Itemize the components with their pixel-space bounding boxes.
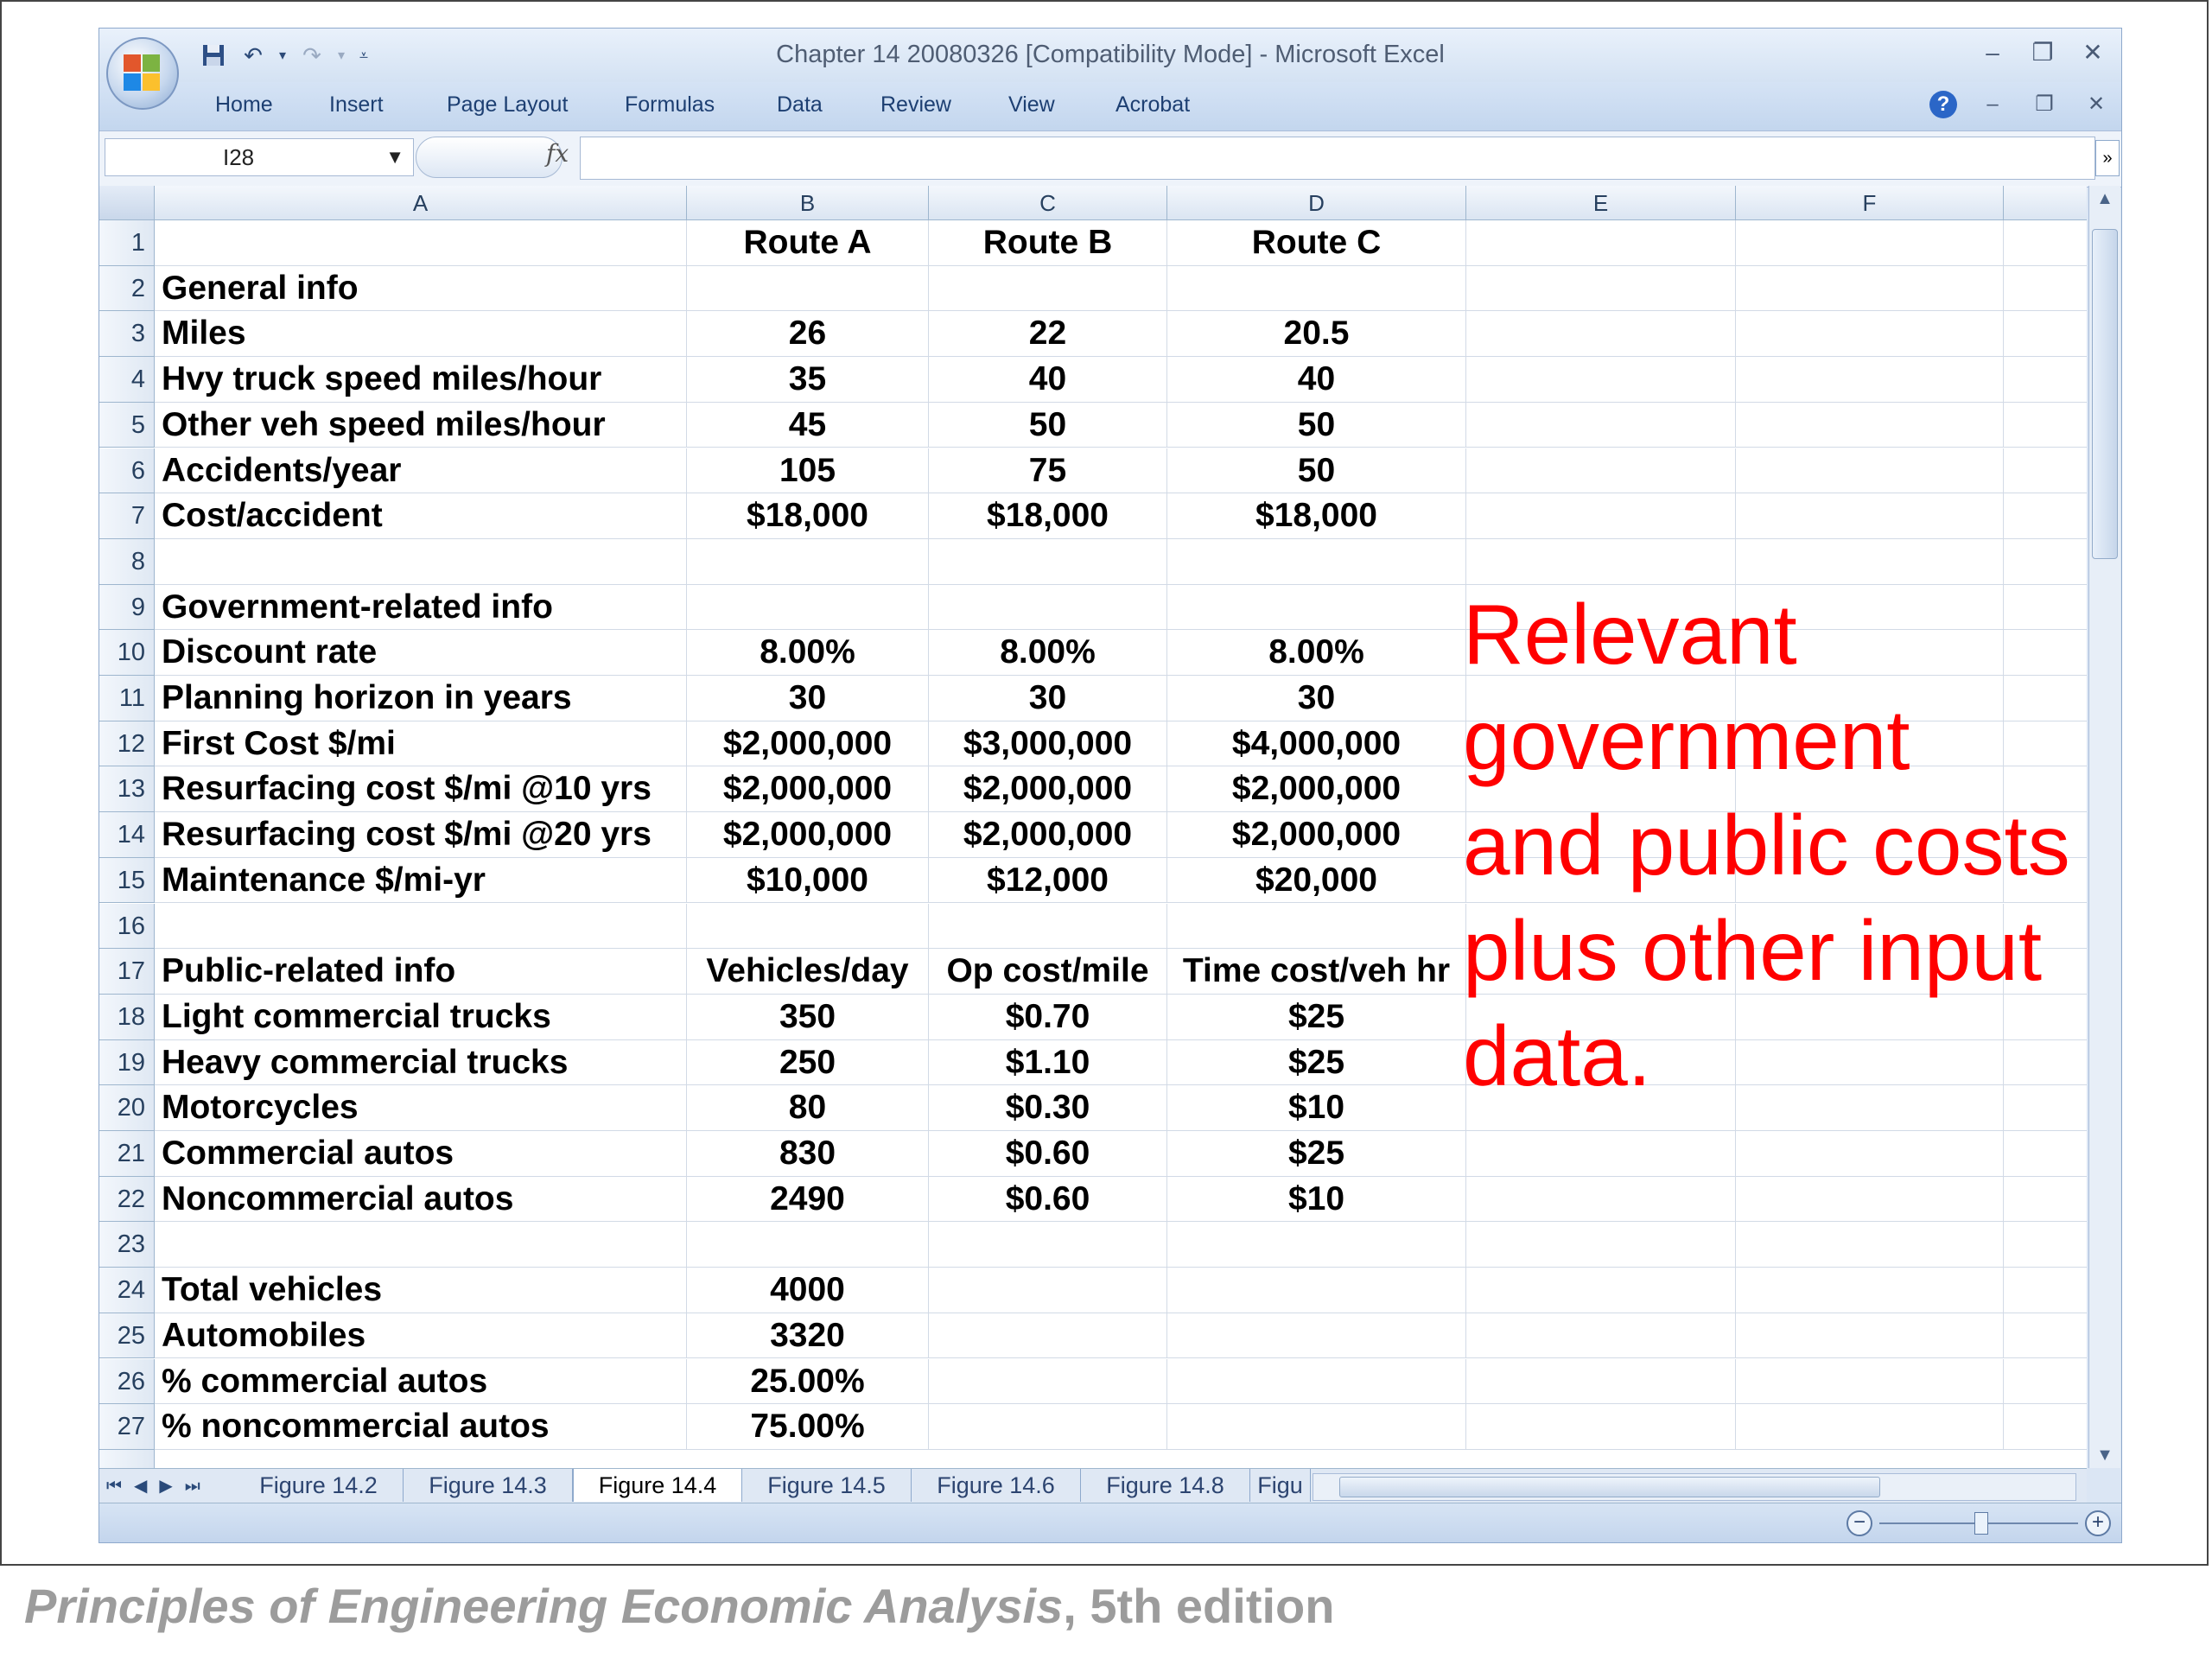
cell-d[interactable]: $25 — [1167, 1131, 1466, 1177]
cell-b[interactable]: $2,000,000 — [687, 721, 929, 767]
tab-review[interactable]: Review — [880, 92, 951, 117]
cell-c[interactable] — [929, 1404, 1167, 1450]
row-header[interactable]: 14 — [99, 812, 155, 858]
cell-b[interactable] — [687, 904, 929, 950]
cell-d[interactable] — [1167, 1222, 1466, 1268]
cell-b[interactable]: $2,000,000 — [687, 766, 929, 812]
cell-a[interactable] — [155, 539, 687, 585]
sheet-tab[interactable]: Figure 14.2 — [234, 1469, 404, 1502]
tab-home[interactable]: Home — [215, 92, 273, 117]
cell-b[interactable]: $2,000,000 — [687, 812, 929, 858]
formula-bar — [99, 130, 2121, 188]
cell-b[interactable]: Route A — [687, 220, 929, 266]
cell-c[interactable]: $2,000,000 — [929, 766, 1167, 812]
cell-b[interactable]: 105 — [687, 448, 929, 494]
cell-f[interactable] — [1736, 1131, 2004, 1177]
cell-e[interactable] — [1466, 1222, 1736, 1268]
horizontal-scroll-thumb[interactable] — [1339, 1477, 1880, 1497]
cell-g[interactable] — [2004, 357, 2087, 403]
sheet-tab[interactable]: Figure 14.6 — [912, 1469, 1081, 1502]
cell-g[interactable] — [2004, 493, 2087, 539]
cell-d[interactable]: $10 — [1167, 1085, 1466, 1131]
name-box-dropdown-icon[interactable]: ▼ — [385, 146, 404, 168]
row-header[interactable]: 25 — [99, 1313, 155, 1359]
cell-a[interactable]: Cost/accident — [155, 493, 687, 539]
footer-caption — [24, 1578, 1334, 1634]
tab-page-layout[interactable]: Page Layout — [447, 92, 569, 117]
cell-b[interactable]: 350 — [687, 995, 929, 1040]
cell-g[interactable] — [2004, 266, 2087, 312]
name-box-value: I28 — [223, 144, 255, 170]
cell-c[interactable] — [929, 266, 1167, 312]
cell-c[interactable]: Op cost/mile — [929, 949, 1167, 995]
cell-d[interactable]: 50 — [1167, 403, 1466, 448]
cell-a[interactable]: Commercial autos — [155, 1131, 687, 1177]
cell-f[interactable] — [1736, 266, 2004, 312]
row-header[interactable]: 12 — [99, 721, 155, 767]
row-header[interactable]: 4 — [99, 357, 155, 403]
cell-f[interactable] — [1736, 311, 2004, 357]
cell-d[interactable]: $25 — [1167, 1040, 1466, 1086]
cell-c[interactable]: $0.60 — [929, 1131, 1167, 1177]
cell-c[interactable]: 50 — [929, 403, 1167, 448]
cell-f[interactable] — [1736, 1177, 2004, 1223]
select-all-button[interactable] — [99, 186, 155, 220]
cell-f[interactable] — [1736, 448, 2004, 494]
vertical-scroll-thumb[interactable] — [2092, 229, 2118, 559]
cell-c[interactable] — [929, 585, 1167, 631]
cell-e[interactable] — [1466, 311, 1736, 357]
close-icon[interactable]: ✕ — [2082, 39, 2103, 66]
cell-b[interactable]: Vehicles/day — [687, 949, 929, 995]
next-sheet-icon[interactable]: ▶ — [159, 1477, 173, 1496]
cell-e[interactable] — [1466, 266, 1736, 312]
sheet-tab-active[interactable]: Figure 14.4 — [573, 1469, 742, 1502]
cell-c[interactable]: 40 — [929, 357, 1167, 403]
cell-d[interactable] — [1167, 1268, 1466, 1313]
row-header[interactable] — [99, 1450, 155, 1468]
workbook-minimize-icon[interactable]: – — [1986, 92, 1999, 116]
table-row — [155, 357, 2087, 403]
cell-d[interactable]: $2,000,000 — [1167, 766, 1466, 812]
cell-a[interactable]: Accidents/year — [155, 448, 687, 494]
cell-c[interactable]: 8.00% — [929, 630, 1167, 676]
cell-c[interactable]: 22 — [929, 311, 1167, 357]
row-header[interactable]: 5 — [99, 403, 155, 448]
cell-b[interactable]: 4000 — [687, 1268, 929, 1313]
annotation-text — [1463, 582, 2085, 1109]
cell-f[interactable] — [1736, 1404, 2004, 1450]
cell-f[interactable] — [1736, 493, 2004, 539]
cell-b[interactable]: 75.00% — [687, 1404, 929, 1450]
cell-a[interactable]: Hvy truck speed miles/hour — [155, 357, 687, 403]
expand-formula-bar-icon[interactable]: » — [2095, 140, 2120, 176]
cell-d[interactable] — [1167, 1404, 1466, 1450]
row-header[interactable]: 21 — [99, 1131, 155, 1177]
cell-e[interactable] — [1466, 403, 1736, 448]
column-header-g[interactable] — [2004, 186, 2087, 220]
cell-c[interactable]: 30 — [929, 676, 1167, 721]
cell-e[interactable] — [1466, 1131, 1736, 1177]
table-row — [155, 266, 2087, 312]
cell-b[interactable]: 26 — [687, 311, 929, 357]
cell-f[interactable] — [1736, 1313, 2004, 1359]
cell-b[interactable] — [687, 539, 929, 585]
tab-data[interactable]: Data — [777, 92, 823, 117]
redo-dropdown-icon[interactable]: ▾ — [337, 48, 346, 63]
cell-e[interactable] — [1466, 357, 1736, 403]
cell-f[interactable] — [1736, 1359, 2004, 1405]
cell-g[interactable] — [2004, 1404, 2087, 1450]
row-header[interactable]: 8 — [99, 539, 155, 585]
table-row — [155, 1404, 2087, 1450]
cell-d[interactable]: 20.5 — [1167, 311, 1466, 357]
row-header[interactable]: 18 — [99, 995, 155, 1040]
table-row — [155, 448, 2087, 494]
cell-a[interactable] — [155, 1222, 687, 1268]
cell-e[interactable] — [1466, 1359, 1736, 1405]
cell-a[interactable] — [155, 220, 687, 266]
cell-b[interactable]: 8.00% — [687, 630, 929, 676]
cell-c[interactable] — [929, 1222, 1167, 1268]
zoom-in-icon[interactable]: + — [2085, 1510, 2111, 1536]
sheet-tab[interactable]: Figure 14.3 — [404, 1469, 573, 1502]
row-header[interactable]: 10 — [99, 630, 155, 676]
row-header[interactable]: 24 — [99, 1268, 155, 1313]
table-row — [155, 493, 2087, 539]
window-controls — [1976, 35, 2109, 70]
last-sheet-icon[interactable]: ⏭ — [184, 1477, 200, 1496]
cell-c[interactable] — [929, 1268, 1167, 1313]
row-header[interactable]: 17 — [99, 949, 155, 995]
cell-d[interactable] — [1167, 585, 1466, 631]
row-header[interactable]: 22 — [99, 1177, 155, 1223]
scroll-down-icon[interactable]: ▼ — [2096, 1446, 2113, 1465]
zoom-out-icon[interactable]: − — [1847, 1510, 1872, 1536]
excel-window — [99, 28, 2122, 1543]
column-header-b[interactable]: B — [687, 186, 929, 220]
cell-a[interactable]: Other veh speed miles/hour — [155, 403, 687, 448]
table-row — [155, 220, 2087, 266]
cell-c[interactable]: Route B — [929, 220, 1167, 266]
cell-e[interactable] — [1466, 493, 1736, 539]
row-header[interactable]: 26 — [99, 1359, 155, 1405]
cell-a[interactable]: % noncommercial autos — [155, 1404, 687, 1450]
cell-b[interactable]: 45 — [687, 403, 929, 448]
cell-c[interactable]: $12,000 — [929, 858, 1167, 904]
sheet-tab[interactable]: Figure 14.8 — [1081, 1469, 1250, 1502]
cell-b[interactable]: $18,000 — [687, 493, 929, 539]
row-header[interactable]: 20 — [99, 1085, 155, 1131]
cell-d[interactable]: 8.00% — [1167, 630, 1466, 676]
cell-g[interactable] — [2004, 448, 2087, 494]
cell-d[interactable]: Time cost/veh hr — [1167, 949, 1466, 995]
column-header-d[interactable]: D — [1167, 186, 1466, 220]
cell-c[interactable] — [929, 539, 1167, 585]
cell-g[interactable] — [2004, 1268, 2087, 1313]
table-row — [155, 1222, 2087, 1268]
undo-dropdown-icon[interactable]: ▾ — [278, 48, 287, 63]
cell-d[interactable]: 30 — [1167, 676, 1466, 721]
cell-c[interactable]: 75 — [929, 448, 1167, 494]
row-header[interactable]: 3 — [99, 311, 155, 357]
cell-f[interactable] — [1736, 539, 2004, 585]
annotation-line: and public costs — [1463, 798, 2070, 893]
row-header[interactable]: 13 — [99, 766, 155, 812]
office-logo-icon — [124, 54, 162, 92]
cell-d[interactable]: $25 — [1167, 995, 1466, 1040]
workbook-close-icon[interactable]: ✕ — [2087, 92, 2106, 116]
cell-e[interactable] — [1466, 1177, 1736, 1223]
cell-b[interactable]: 25.00% — [687, 1359, 929, 1405]
horizontal-scrollbar[interactable] — [1313, 1473, 2076, 1501]
first-sheet-icon[interactable]: ⏮ — [106, 1477, 122, 1496]
annotation-line: plus other input — [1463, 903, 2043, 998]
cell-a[interactable]: First Cost $/mi — [155, 721, 687, 767]
formula-bar-buttons — [416, 137, 569, 178]
cell-f[interactable] — [1736, 1222, 2004, 1268]
tab-view[interactable]: View — [1008, 92, 1055, 117]
help-icon[interactable]: ? — [1929, 91, 1957, 118]
cell-a[interactable]: Discount rate — [155, 630, 687, 676]
cell-b[interactable]: 3320 — [687, 1313, 929, 1359]
cell-a[interactable]: Resurfacing cost $/mi @10 yrs — [155, 766, 687, 812]
row-header[interactable]: 2 — [99, 266, 155, 312]
minimize-icon[interactable]: – — [1986, 39, 1999, 66]
column-header-f[interactable]: F — [1736, 186, 2004, 220]
table-row — [155, 311, 2087, 357]
row-header[interactable]: 6 — [99, 448, 155, 494]
cell-d[interactable] — [1167, 904, 1466, 950]
cell-b[interactable]: 30 — [687, 676, 929, 721]
cell-a[interactable] — [155, 904, 687, 950]
cell-f[interactable] — [1736, 220, 2004, 266]
cell-b[interactable] — [687, 266, 929, 312]
cell-d[interactable]: $2,000,000 — [1167, 812, 1466, 858]
cell-d[interactable] — [1167, 1313, 1466, 1359]
cell-e[interactable] — [1466, 448, 1736, 494]
cell-a[interactable]: Planning horizon in years — [155, 676, 687, 721]
cell-c[interactable]: $1.10 — [929, 1040, 1167, 1086]
cell-a[interactable]: Resurfacing cost $/mi @20 yrs — [155, 812, 687, 858]
row-header[interactable]: 23 — [99, 1222, 155, 1268]
tab-acrobat[interactable]: Acrobat — [1116, 92, 1191, 117]
cell-c[interactable]: $0.30 — [929, 1085, 1167, 1131]
cell-f[interactable] — [1736, 1268, 2004, 1313]
table-row — [155, 539, 2087, 585]
row-header[interactable]: 27 — [99, 1404, 155, 1450]
annotation-line: data. — [1463, 1008, 1651, 1103]
cell-b[interactable]: 830 — [687, 1131, 929, 1177]
cell-a[interactable]: Maintenance $/mi-yr — [155, 858, 687, 904]
cell-a[interactable]: Light commercial trucks — [155, 995, 687, 1040]
cell-b[interactable] — [687, 1222, 929, 1268]
cell-c[interactable]: $18,000 — [929, 493, 1167, 539]
sheet-tab-navigation — [106, 1472, 200, 1500]
cell-b[interactable]: 80 — [687, 1085, 929, 1131]
cell-d[interactable] — [1167, 266, 1466, 312]
ribbon-window-controls — [1929, 91, 2113, 118]
cell-e[interactable] — [1466, 1313, 1736, 1359]
cell-b[interactable]: 2490 — [687, 1177, 929, 1223]
insert-function-icon[interactable]: fx — [546, 139, 569, 168]
table-row — [155, 1359, 2087, 1405]
cell-a[interactable]: Heavy commercial trucks — [155, 1040, 687, 1086]
cell-a[interactable]: Public-related info — [155, 949, 687, 995]
status-bar — [99, 1503, 2121, 1543]
book-title: Principles of Engineering Economic Analysis — [24, 1579, 1064, 1633]
cell-e[interactable] — [1466, 1404, 1736, 1450]
cell-g[interactable] — [2004, 1131, 2087, 1177]
cell-g[interactable] — [2004, 311, 2087, 357]
row-header[interactable]: 15 — [99, 858, 155, 904]
table-row — [155, 1313, 2087, 1359]
table-row — [155, 403, 2087, 448]
cell-a[interactable]: Noncommercial autos — [155, 1177, 687, 1223]
cell-a[interactable]: % commercial autos — [155, 1359, 687, 1405]
annotation-line: government — [1463, 692, 1910, 787]
cell-d[interactable]: Route C — [1167, 220, 1466, 266]
cell-f[interactable] — [1736, 403, 2004, 448]
cell-g[interactable] — [2004, 1313, 2087, 1359]
customize-toolbar-icon[interactable]: ⩡ — [359, 46, 369, 64]
cell-c[interactable]: $0.70 — [929, 995, 1167, 1040]
cell-a[interactable]: Government-related info — [155, 585, 687, 631]
column-header-e[interactable]: E — [1466, 186, 1736, 220]
cell-d[interactable]: 50 — [1167, 448, 1466, 494]
cell-g[interactable] — [2004, 1177, 2087, 1223]
cell-d[interactable]: $4,000,000 — [1167, 721, 1466, 767]
cell-a[interactable]: General info — [155, 266, 687, 312]
cell-g[interactable] — [2004, 539, 2087, 585]
cell-f[interactable] — [1736, 357, 2004, 403]
cell-e[interactable] — [1466, 539, 1736, 585]
undo-icon[interactable]: ↶ — [244, 41, 263, 68]
row-header[interactable]: 11 — [99, 676, 155, 721]
column-header-c[interactable]: C — [929, 186, 1167, 220]
table-row — [155, 1268, 2087, 1313]
cell-c[interactable]: $2,000,000 — [929, 812, 1167, 858]
cell-c[interactable] — [929, 1313, 1167, 1359]
cell-c[interactable]: $0.60 — [929, 1177, 1167, 1223]
cell-a[interactable]: Total vehicles — [155, 1268, 687, 1313]
scroll-up-icon[interactable]: ▲ — [2096, 189, 2113, 208]
office-button[interactable] — [106, 37, 179, 110]
cell-a[interactable]: Motorcycles — [155, 1085, 687, 1131]
cell-d[interactable]: 40 — [1167, 357, 1466, 403]
name-box[interactable] — [105, 138, 414, 176]
sheet-tab[interactable]: Figu — [1250, 1469, 1311, 1502]
tab-insert[interactable]: Insert — [329, 92, 384, 117]
redo-icon[interactable]: ↷ — [302, 41, 321, 68]
row-header[interactable]: 16 — [99, 904, 155, 950]
row-header[interactable]: 7 — [99, 493, 155, 539]
row-header[interactable]: 19 — [99, 1040, 155, 1086]
cell-d[interactable]: $10 — [1167, 1177, 1466, 1223]
zoom-slider-thumb[interactable] — [1974, 1512, 1988, 1535]
formula-input[interactable] — [580, 137, 2095, 180]
cell-c[interactable] — [929, 1359, 1167, 1405]
row-header[interactable]: 9 — [99, 585, 155, 631]
row-header[interactable]: 1 — [99, 220, 155, 266]
table-row — [155, 1131, 2087, 1177]
cell-g[interactable] — [2004, 1222, 2087, 1268]
annotation-line: Relevant — [1463, 587, 1797, 682]
title-bar — [99, 29, 2121, 82]
cell-c[interactable]: $3,000,000 — [929, 721, 1167, 767]
ribbon-tabs — [99, 82, 2121, 130]
cell-b[interactable]: $10,000 — [687, 858, 929, 904]
column-header-a[interactable]: A — [155, 186, 687, 220]
sheet-tab[interactable]: Figure 14.5 — [742, 1469, 912, 1502]
cell-g[interactable] — [2004, 1359, 2087, 1405]
edition-label: , 5th edition — [1063, 1579, 1335, 1633]
cell-d[interactable] — [1167, 1359, 1466, 1405]
window-title: Chapter 14 20080326 [Compatibility Mode] - Microsoft Excel — [776, 41, 1445, 68]
cell-a[interactable]: Miles — [155, 311, 687, 357]
cell-d[interactable]: $18,000 — [1167, 493, 1466, 539]
prev-sheet-icon[interactable]: ◀ — [134, 1477, 148, 1496]
cell-a[interactable]: Automobiles — [155, 1313, 687, 1359]
workbook-restore-icon[interactable]: ❐ — [2035, 92, 2054, 116]
cell-b[interactable]: 250 — [687, 1040, 929, 1086]
cell-e[interactable] — [1466, 1268, 1736, 1313]
cell-e[interactable] — [1466, 220, 1736, 266]
restore-icon[interactable]: ❐ — [2031, 39, 2054, 66]
cell-g[interactable] — [2004, 220, 2087, 266]
cell-b[interactable]: 35 — [687, 357, 929, 403]
cell-b[interactable] — [687, 585, 929, 631]
cell-d[interactable]: $20,000 — [1167, 858, 1466, 904]
cell-d[interactable] — [1167, 539, 1466, 585]
vertical-scrollbar[interactable] — [2088, 186, 2120, 1468]
cell-c[interactable] — [929, 904, 1167, 950]
cell-g[interactable] — [2004, 403, 2087, 448]
spreadsheet-grid — [99, 186, 2087, 1468]
table-row — [155, 1177, 2087, 1223]
tab-formulas[interactable]: Formulas — [625, 92, 715, 117]
